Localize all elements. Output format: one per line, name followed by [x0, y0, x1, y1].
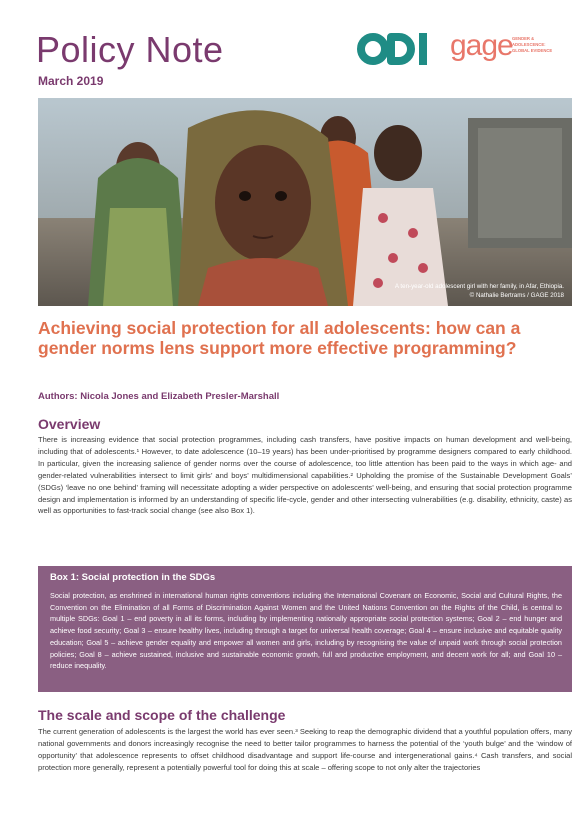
- caption-credit: © Nathalie Bertrams / GAGE 2018: [469, 292, 564, 299]
- scale-paragraph: The current generation of adolescents is the largest the world has ever seen.³ Seeking to reap the demographic dividend that a youthful population offers, many national governments and donors increasingly recognise the need to better tailor programmes to harness the potential of the ‘youth bulge’ and the ‘window of opportunity’ that adolescence represents to offset childhood disadvantage and support life-course and intergenerational gains.⁴ Cash transfers, and social protection more generally, represent a potentially powerful tool for doing this at scale – offering scope to not only alter the trajectories: [38, 727, 572, 772]
- header: [0, 0, 586, 100]
- photo-caption: [395, 282, 564, 300]
- cover-photo: [38, 98, 572, 306]
- overview-paragraph: There is increasing evidence that social protection programmes, including cash transfers, have positive impacts on human development and well-being, including that of adolescents.¹ However, to date adolescence (10–19 years) has been under-prioritised by programme designers compared to early childhood. In particular, given the increasing salience of gender norms over the course of adolescence, too little attention has been paid to the ways in which age- and gender-related vulnerabilities intersect to limit girls’ and boys’ multidimensional capabilities.² Upholding the promise of the Sustainable Development Goals’ (SDGs) ‘leave no one behind’ framing will necessitate adopting a wider perspective on adolescents’ well-being, and ensuring that social protection programme design and implementation is informed by an understanding of specific life-cycle, gender and other intersecting vulnerabilities (e.g. disability, ethnicity, caste) as well as opportunities to fast-track social change (see also Box 1).: [38, 435, 572, 516]
- publication-date: March 2019: [38, 74, 104, 88]
- gage-logo: [450, 30, 560, 80]
- scale-heading: The scale and scope of the challenge: [38, 707, 286, 723]
- overview-heading: Overview: [38, 416, 101, 432]
- authors: Authors: Nicola Jones and Elizabeth Presler-Marshall: [38, 391, 280, 402]
- photo-illustration: [38, 98, 572, 306]
- gage-subtitle: GENDER & ADOLESCENCE: GLOBAL EVIDENCE: [512, 36, 553, 53]
- box-social-protection: [38, 566, 572, 692]
- caption-description: A ten-year-old adolescent girl with her family, in Afar, Ethiopia.: [394, 283, 564, 290]
- odi-logo: [357, 32, 433, 66]
- gage-wordmark: gage: [450, 29, 513, 62]
- page-title: Policy Note: [36, 29, 224, 70]
- main-heading: Achieving social protection for all adolescents: how can a gender norms lens support more effective programming?: [38, 318, 521, 358]
- box-text: Social protection, as enshrined in international human rights conventions including the International Covenant on Economic, Social and Cultural Rights, the Convention on the Elimination of all Forms of Discrimination Against Women and the United Nations Convention on the Rights of the Child, is central to multiple SDGs: Goal 1 – end poverty in all its forms, including by implementing nationally appropriate social protection systems; Goal 2 – end hunger and achieve food security; Goal 3 – ensure healthy lives, including through a target for universal health coverage; Goal 4 – ensure inclusive and equitable quality education; Goal 5 – achieve gender equality and empower all women and girls, including by recognising the value of unpaid work through social protection policies; Goal 8 – achieve sustained, inclusive and sustainable economic growth, full and productive employment, and decent work for all; and Goal 10 – reduce inequality.: [50, 591, 562, 671]
- box-title: Box 1: Social protection in the SDGs: [50, 572, 216, 583]
